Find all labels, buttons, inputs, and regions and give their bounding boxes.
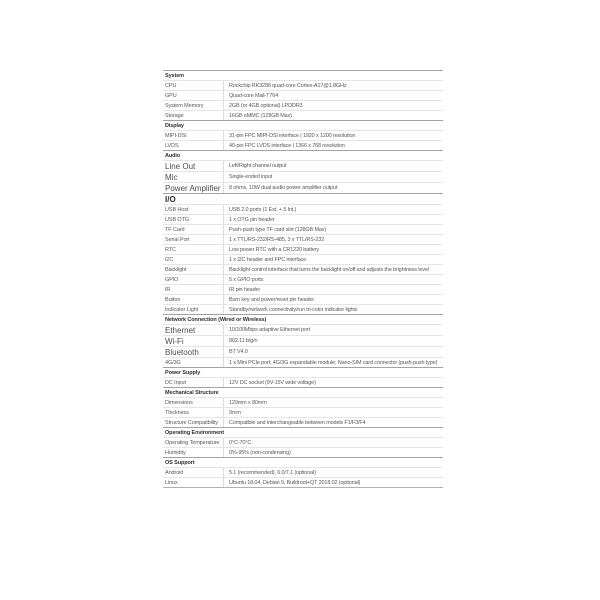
spec-label: RTC <box>165 246 176 253</box>
spec-row <box>163 467 443 477</box>
section-header: I/O <box>163 193 443 204</box>
spec-label: USB OTG <box>165 216 190 223</box>
spec-row <box>163 294 443 304</box>
spec-value: Single-ended input <box>223 172 443 182</box>
spec-value: 1 x TTL/RS-232/RS-485, 3 x TTL/RS-232 <box>223 235 443 244</box>
spec-label: Mic <box>165 172 178 182</box>
spec-row <box>163 437 443 447</box>
spec-label: Power Amplifier <box>165 183 221 193</box>
section-header: Display <box>163 120 443 130</box>
spec-value: IR pin header <box>223 285 443 294</box>
spec-label: System Memory <box>165 102 204 109</box>
spec-row <box>163 346 443 357</box>
spec-value: 8 ohms, 10W dual audio power amplifier output <box>223 183 443 193</box>
spec-label: Humidity <box>165 449 186 456</box>
spec-value: Low power RTC with a CR1220 battery <box>223 245 443 254</box>
spec-row <box>163 254 443 264</box>
spec-row <box>163 304 443 314</box>
spec-row <box>163 274 443 284</box>
spec-value: 12V DC socket (9V-15V wide voltage) <box>223 378 443 387</box>
spec-section <box>163 193 443 314</box>
spec-value: Quad-core Mali-T764 <box>223 91 443 100</box>
spec-value: 5.1 (recommended), 6.0/7.1 (optional) <box>223 468 443 477</box>
spec-row <box>163 160 443 171</box>
spec-row <box>163 130 443 140</box>
spec-row <box>163 214 443 224</box>
spec-row <box>163 407 443 417</box>
spec-value: 0°C-70°C <box>223 438 443 447</box>
spec-value: 0%-95% (non-condensing) <box>223 448 443 457</box>
spec-row <box>163 477 443 487</box>
spec-row <box>163 447 443 457</box>
spec-label: Structure Compatibility <box>165 419 219 426</box>
spec-row <box>163 204 443 214</box>
spec-row <box>163 224 443 234</box>
spec-label: Line Out <box>165 161 196 171</box>
spec-value: Backlight control interface that turns the backlight on/off and adjusts the brightness level <box>223 265 443 274</box>
spec-label: Backlight <box>165 266 187 273</box>
spec-value: 31-pin FPC MIPI-DSI interface | 1920 x 1200 resolution <box>223 131 443 140</box>
spec-label: I2C <box>165 256 174 263</box>
spec-value: Burn key and power/reset pin header <box>223 295 443 304</box>
section-header: Network Connection (Wired or Wireless) <box>163 314 443 324</box>
spec-label: USB Host <box>165 206 189 213</box>
spec-label: Linux <box>165 479 178 486</box>
spec-row <box>163 140 443 150</box>
spec-label: IR <box>165 286 171 293</box>
spec-value: 802.11 b/g/n <box>223 336 443 346</box>
spec-row <box>163 182 443 193</box>
section-header: Audio <box>163 150 443 160</box>
spec-label: Storage <box>165 112 184 119</box>
spec-label: LVDS <box>165 142 179 149</box>
spec-section <box>163 427 443 457</box>
section-header: System <box>163 70 443 80</box>
spec-value: 5 x GPIO ports <box>223 275 443 284</box>
spec-label: Dimensions <box>165 399 193 406</box>
spec-label: Ethernet <box>165 325 196 335</box>
spec-section <box>163 314 443 367</box>
spec-row <box>163 324 443 335</box>
spec-value: Push-push type TF card slot (128GB Max) <box>223 225 443 234</box>
spec-table <box>163 70 443 488</box>
spec-value: Compatible and interchangeable between models F1/F3/F4 <box>223 418 443 427</box>
spec-value: 9mm <box>223 408 443 417</box>
spec-row <box>163 335 443 346</box>
spec-row <box>163 110 443 120</box>
section-header: Operating Environment <box>163 427 443 437</box>
spec-label: Android <box>165 469 184 476</box>
spec-label: Operating Temperature <box>165 439 220 446</box>
spec-label: CPU <box>165 82 177 89</box>
spec-value: 120mm x 80mm <box>223 398 443 407</box>
spec-row <box>163 244 443 254</box>
section-header: OS Support <box>163 457 443 467</box>
spec-value: BT V4.0 <box>223 347 443 357</box>
spec-label: Button <box>165 296 181 303</box>
spec-label: 4G/3G <box>165 359 181 366</box>
spec-section <box>163 387 443 427</box>
spec-row <box>163 264 443 274</box>
spec-label: Wi-Fi <box>165 336 184 346</box>
spec-value: 40-pin FPC LVDS interface | 1366 x 768 resolution <box>223 141 443 150</box>
spec-row <box>163 377 443 387</box>
section-header: Mechanical Structure <box>163 387 443 397</box>
spec-section <box>163 150 443 193</box>
spec-value: 1 x I2C header and FPC interface <box>223 255 443 264</box>
spec-label: GPU <box>165 92 177 99</box>
spec-value: 2GB (or 4GB optional) LPDDR3 <box>223 101 443 110</box>
spec-row <box>163 80 443 90</box>
spec-value: 10/100Mbps adaptive Ethernet port <box>223 325 443 335</box>
spec-label: Indicator Light <box>165 306 199 313</box>
spec-value: Ubuntu 18.04, Debian 9, Buildroot+QT 2018.02 (optional) <box>223 478 443 487</box>
spec-value: 1 x Mini PCIe port; 4G/3G expandable module; Nano-SIM card connector (push-push type) <box>223 358 443 367</box>
spec-label: Bluetooth <box>165 347 199 357</box>
spec-value: Left/Right channel output <box>223 161 443 171</box>
spec-value: USB 2.0 ports (1 Ext. + 5 Int.) <box>223 205 443 214</box>
spec-label: GPIO <box>165 276 179 283</box>
spec-value: Rockchip RK3288 quad-core Cortex-A17@1.8GHz <box>223 81 443 90</box>
spec-section <box>163 367 443 387</box>
spec-label: DC Input <box>165 379 186 386</box>
spec-section <box>163 70 443 120</box>
spec-row <box>163 397 443 407</box>
spec-value: 1 x OTG pin header <box>223 215 443 224</box>
spec-row <box>163 417 443 427</box>
section-header: Power Supply <box>163 367 443 377</box>
spec-row <box>163 171 443 182</box>
spec-label: MIPI-DSI <box>165 132 187 139</box>
spec-section <box>163 457 443 487</box>
spec-row <box>163 100 443 110</box>
spec-row <box>163 90 443 100</box>
spec-value: 16GB eMMC (128GB Max) <box>223 111 443 120</box>
spec-value: Standby/network connectivity/run tri-color indicator lights <box>223 305 443 314</box>
spec-row <box>163 284 443 294</box>
spec-label: TF Card <box>165 226 185 233</box>
spec-label: Thickness <box>165 409 189 416</box>
spec-row <box>163 357 443 367</box>
spec-section <box>163 120 443 150</box>
spec-row <box>163 234 443 244</box>
spec-label: Serial Port <box>165 236 190 243</box>
